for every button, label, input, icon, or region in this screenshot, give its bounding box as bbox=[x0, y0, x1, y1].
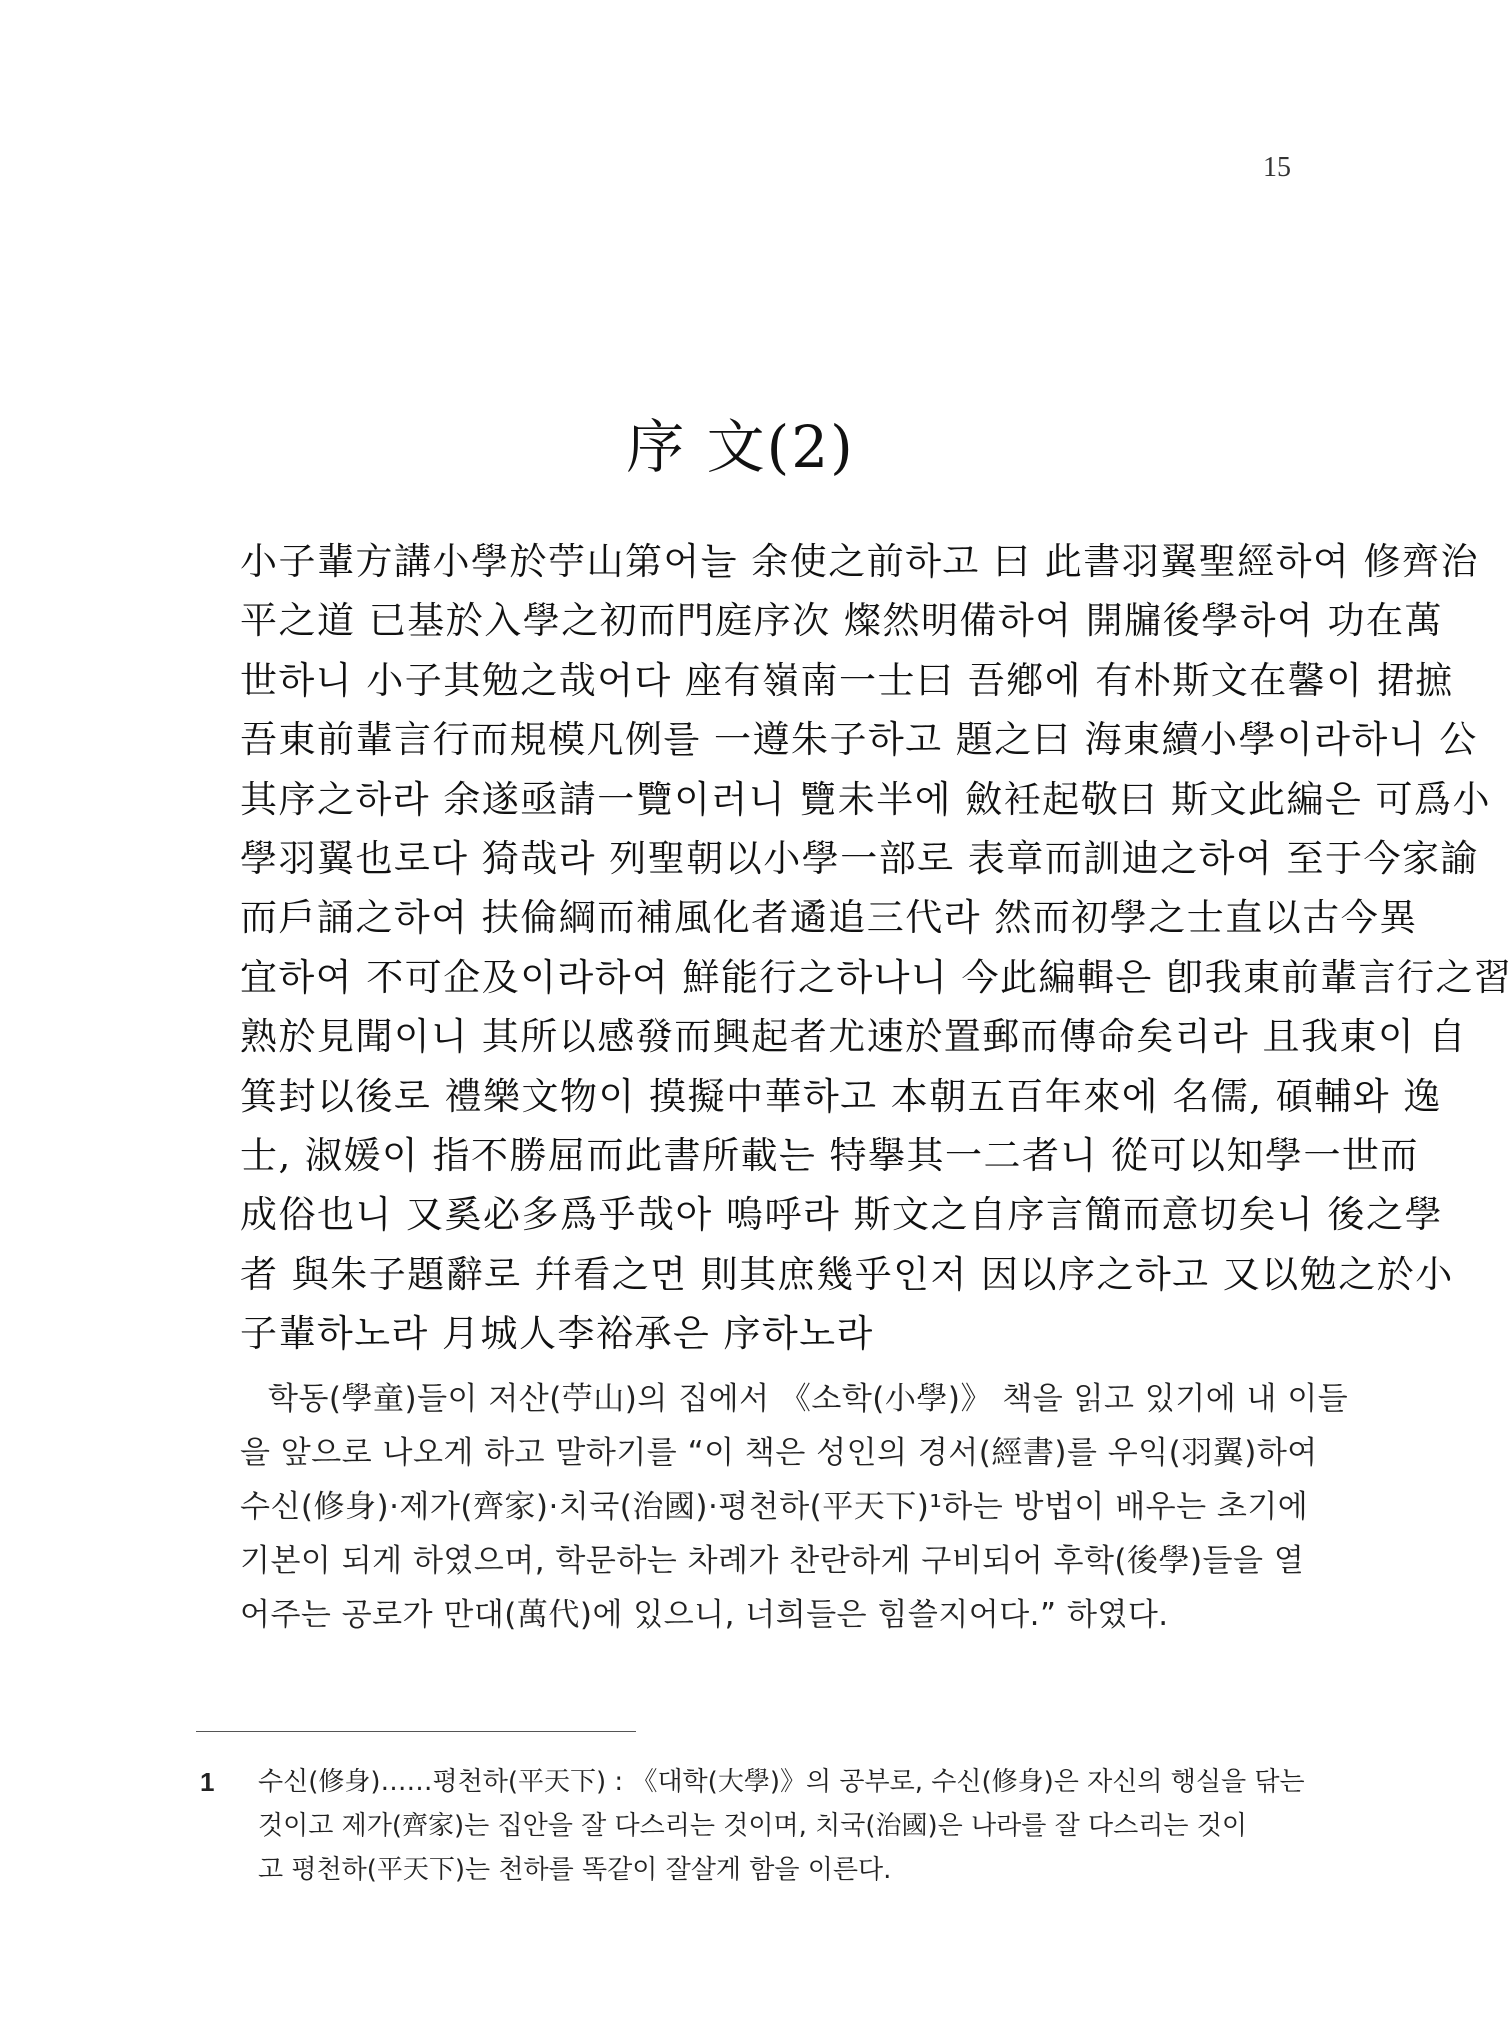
translation-line: 을 앞으로 나오게 하고 말하기를 “이 책은 성인의 경서(經書)를 우익(羽翼)하여 bbox=[240, 1435, 1318, 1471]
footnote-marker: 1 bbox=[200, 1767, 215, 1797]
page-title: 序 文(2) bbox=[626, 413, 855, 481]
classical-line: 熟於見聞이니 其所以感發而興起者尤速於置郵而傳命矣리라 且我東이 自 bbox=[240, 1015, 1467, 1059]
classical-line: 箕封以後로 禮樂文物이 摸擬中華하고 本朝五百年來에 名儒, 碩輔와 逸 bbox=[240, 1074, 1442, 1118]
classical-line: 者 與朱子題辭로 幷看之면 則其庶幾乎인저 因以序之하고 又以勉之於小 bbox=[240, 1252, 1454, 1296]
translation-line: 학동(學童)들이 저산(苧山)의 집에서 《소학(小學)》 책을 읽고 있기에 내 이들 bbox=[268, 1381, 1349, 1417]
translation-line: 기본이 되게 하였으며, 학문하는 차례가 찬란하게 구비되어 후학(後學)들을 열 bbox=[240, 1543, 1305, 1579]
classical-line: 成俗也니 又奚必多爲乎哉아 嗚呼라 斯文之自序言簡而意切矣니 後之學 bbox=[240, 1193, 1444, 1237]
translation-line: 수신(修身)·제가(齊家)·치국(治國)·평천하(平天下)¹하는 방법이 배우는 초기에 bbox=[240, 1489, 1309, 1525]
classical-chinese-text bbox=[240, 532, 1512, 1364]
footnote bbox=[200, 1760, 1305, 1892]
classical-line: 吾東前輩言行而規模凡例를 一遵朱子하고 題之曰 海東續小學이라하니 公 bbox=[240, 718, 1478, 762]
classical-line: 士, 淑媛이 指不勝屈而此書所載는 特擧其一二者니 從可以知學一世而 bbox=[240, 1134, 1420, 1178]
korean-translation bbox=[240, 1372, 1349, 1642]
page-number: 15 bbox=[1263, 152, 1291, 183]
classical-line: 學羽翼也로다 猗哉라 列聖朝以小學一部로 表章而訓迪之하여 至于今家諭 bbox=[240, 837, 1479, 881]
classical-line: 平之道 已基於入學之初而門庭序次 燦然明備하여 開牖後學하여 功在萬 bbox=[240, 599, 1444, 643]
classical-line: 子輩하노라 月城人李裕承은 序하노라 bbox=[240, 1312, 874, 1356]
footnote-divider bbox=[196, 1731, 636, 1732]
translation-line: 어주는 공로가 만대(萬代)에 있으니, 너희들은 힘쓸지어다.” 하였다. bbox=[240, 1597, 1169, 1633]
classical-line: 小子輩方講小學於苧山第어늘 余使之前하고 曰 此書羽翼聖經하여 修齊治 bbox=[240, 540, 1479, 583]
classical-line: 而戶誦之하여 扶倫綱而補風化者遹追三代라 然而初學之士直以古今異 bbox=[240, 896, 1418, 940]
footnote-line: 것이고 제가(齊家)는 집안을 잘 다스리는 것이며, 치국(治國)은 나라를 잘 다스리는 것이 bbox=[258, 1811, 1247, 1841]
classical-line: 世하니 小子其勉之哉어다 座有嶺南一士曰 吾鄕에 有朴斯文在馨이 捃摭 bbox=[240, 658, 1454, 702]
classical-line: 宜하여 不可企及이라하여 鮮能行之하나니 今此編輯은 卽我東前輩言行之習 bbox=[240, 955, 1512, 999]
footnote-line: 고 평천하(平天下)는 천하를 똑같이 잘살게 함을 이른다. bbox=[258, 1855, 892, 1885]
footnote-line: 수신(修身)……평천하(平天下) : 《대학(大學)》의 공부로, 수신(修身)은 자신의 행실을 닦는 bbox=[258, 1767, 1305, 1797]
classical-line: 其序之하라 余遂亟請一覽이러니 覽未半에 斂衽起敬曰 斯文此編은 可爲小 bbox=[240, 777, 1491, 821]
